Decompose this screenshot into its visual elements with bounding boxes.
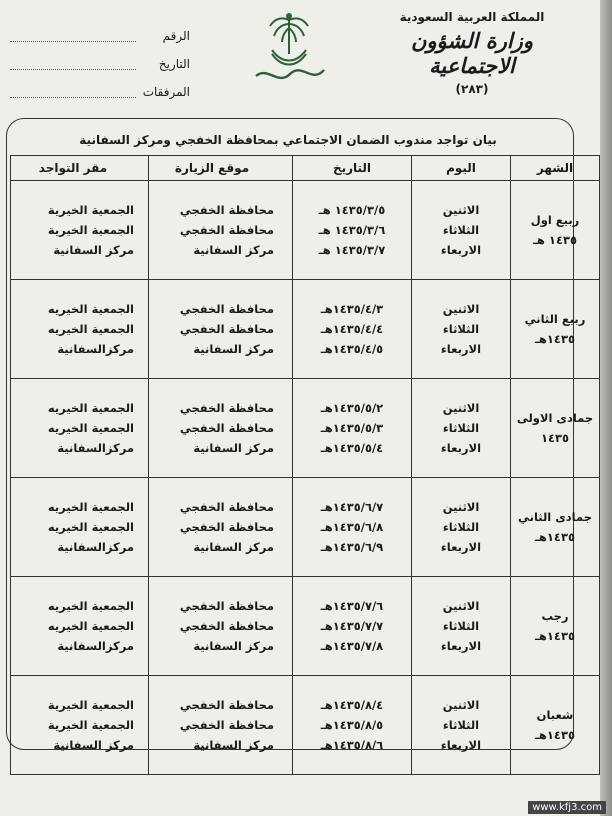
visit-location-cell-line: محافظة الخفجي (179, 322, 274, 336)
visit-location-cell-line: مركز السفانية (193, 243, 274, 257)
month-cell-line: ١٤٣٥هـ (535, 332, 575, 346)
month-cell-line: ربيع الثاني (524, 312, 586, 326)
table-row (11, 181, 600, 280)
ministry-name: وزارة الشؤون الاجتماعية (411, 28, 533, 78)
presence-location-cell-line: الجمعية الخيريه (47, 520, 134, 534)
day-cell-line: الاثنين (442, 302, 480, 316)
date-cell (293, 577, 412, 676)
presence-location-cell-line: الجمعية الخيريه (47, 401, 134, 415)
day-cell-line: الاثنين (442, 203, 480, 217)
date-cell-line: ١٤٣٥/٨/٤هـ (320, 698, 384, 712)
visit-location-cell-line: محافظة الخفجي (179, 223, 274, 237)
date-cell-line: ١٤٣٥/٤/٥هـ (320, 342, 384, 356)
page-edge (600, 0, 612, 816)
date-cell-line: ١٤٣٥/٣/٦ هـ (318, 223, 386, 237)
visit-location-cell-line: محافظة الخفجي (179, 599, 274, 613)
presence-location-cell-line: الجمعية الخيرية (47, 203, 134, 217)
presence-location-cell-line: الجمعية الخيريه (47, 599, 134, 613)
month-cell (511, 280, 600, 379)
day-cell-line: الاربعاء (440, 738, 482, 752)
visit-location-cell-line: محافظة الخفجي (179, 203, 274, 217)
visit-location-cell-line: مركز السفانية (193, 441, 274, 455)
day-cell-line: الاربعاء (440, 639, 482, 653)
day-cell-line: الاربعاء (440, 441, 482, 455)
visit-location-cell-line: محافظة الخفجي (179, 421, 274, 435)
schedule-title: بيان تواجد مندوب الضمان الاجتماعي بمحافظة الخفجي ومركز السفانية (79, 133, 497, 147)
visit-location-cell (149, 181, 293, 280)
column-month: الشهر (511, 156, 600, 181)
schedule-table (10, 155, 600, 775)
date-field[interactable]: التاريخ (10, 50, 190, 78)
month-cell (511, 478, 600, 577)
presence-location-cell (11, 577, 149, 676)
table-row (11, 379, 600, 478)
date-cell-line: ١٤٣٥/٧/٨هـ (320, 639, 384, 653)
presence-location-cell-line: الجمعية الخيرية (47, 223, 134, 237)
visit-location-cell (149, 280, 293, 379)
day-cell-line: الثلاثاء (442, 520, 480, 534)
visit-location-cell-line: مركز السفانية (193, 540, 274, 554)
day-cell-line: الثلاثاء (442, 718, 480, 732)
visit-location-cell-line: محافظة الخفجي (179, 718, 274, 732)
month-cell-line: رجب (541, 609, 569, 623)
date-cell-line: ١٤٣٥/٦/٧هـ (320, 500, 384, 514)
day-cell-line: الثلاثاء (442, 619, 480, 633)
presence-location-cell-line: الجمعية الخيرية (47, 718, 134, 732)
column-day: اليوم (412, 156, 511, 181)
date-cell-line: ١٤٣٥/٦/٨هـ (320, 520, 384, 534)
presence-location-cell-line: الجمعية الخيرية (47, 698, 134, 712)
date-cell-line: ١٤٣٥/٥/٣هـ (320, 421, 384, 435)
day-cell (412, 478, 511, 577)
visit-location-cell-line: محافظة الخفجي (179, 698, 274, 712)
visit-location-cell-line: مركز السفانية (193, 738, 274, 752)
table-row (11, 478, 600, 577)
presence-location-cell-line: الجمعية الخيريه (47, 322, 134, 336)
column-visit-location: موقع الزيارة (149, 156, 293, 181)
day-cell-line: الثلاثاء (442, 322, 480, 336)
presence-location-cell-line: مركزالسفانية (57, 540, 134, 554)
visit-location-cell-line: مركز السفانية (193, 639, 274, 653)
visit-location-cell-line: مركز السفانية (193, 342, 274, 356)
date-cell-line: ١٤٣٥/٥/٢هـ (320, 401, 384, 415)
kingdom-name: المملكة العربية السعودية (399, 10, 545, 24)
day-cell-line: الاثنين (442, 599, 480, 613)
table-row (11, 676, 600, 775)
column-date: التاريخ (293, 156, 412, 181)
month-cell-line: جمادى الثاني (518, 510, 592, 524)
day-cell-line: الثلاثاء (442, 421, 480, 435)
visit-location-cell (149, 577, 293, 676)
month-cell-line: ١٤٣٥ (540, 431, 570, 445)
table-row (11, 280, 600, 379)
reference-fields (10, 22, 190, 106)
presence-location-cell-line: الجمعية الخيريه (47, 619, 134, 633)
month-cell-line: جمادى الاولى (516, 411, 594, 425)
visit-location-cell-line: محافظة الخفجي (179, 500, 274, 514)
day-cell-line: الاثنين (442, 698, 480, 712)
day-cell-line: الاربعاء (440, 342, 482, 356)
day-cell (412, 379, 511, 478)
date-cell-line: ١٤٣٥/٣/٧ هـ (318, 243, 386, 257)
month-cell-line: ١٤٣٥هـ (535, 629, 575, 643)
date-cell (293, 478, 412, 577)
date-cell (293, 280, 412, 379)
day-cell-line: الاثنين (442, 401, 480, 415)
visit-location-cell-line: محافظة الخفجي (179, 520, 274, 534)
site-watermark: www.kfj3.com (528, 801, 606, 814)
day-cell-line: الاربعاء (440, 540, 482, 554)
date-cell (293, 676, 412, 775)
date-cell-line: ١٤٣٥/٦/٩هـ (320, 540, 384, 554)
month-cell-line: ١٤٣٥هـ (535, 530, 575, 544)
date-cell-line: ١٤٣٥/٨/٦هـ (320, 738, 384, 752)
day-cell (412, 676, 511, 775)
day-cell (412, 280, 511, 379)
ministry-letterhead (372, 10, 572, 96)
day-cell-line: الاثنين (442, 500, 480, 514)
date-cell (293, 181, 412, 280)
table-row (11, 577, 600, 676)
presence-location-cell (11, 478, 149, 577)
document-number: (٢٨٣) (455, 82, 489, 96)
presence-location-cell-line: الجمعية الخيريه (47, 421, 134, 435)
month-cell (511, 577, 600, 676)
date-cell-line: ١٤٣٥/٤/٣هـ (320, 302, 384, 316)
presence-location-cell (11, 280, 149, 379)
visit-location-cell-line: محافظة الخفجي (179, 619, 274, 633)
presence-location-cell-line: مركزالسفانية (57, 342, 134, 356)
month-cell (511, 379, 600, 478)
reference-number-field[interactable]: الرقم (10, 22, 190, 50)
date-cell-line: ١٤٣٥/٨/٥هـ (320, 718, 384, 732)
saudi-emblem-palm-swords-icon (248, 6, 330, 90)
date-cell-line: ١٤٣٥/٣/٥ هـ (318, 203, 386, 217)
month-cell-line: ١٤٣٥هـ (535, 728, 575, 742)
visit-location-cell-line: محافظة الخفجي (179, 302, 274, 316)
month-cell-line: شعبان (536, 708, 574, 722)
visit-location-cell (149, 379, 293, 478)
column-presence-location: مقر التواجد (11, 156, 149, 181)
attachments-field[interactable]: المرفقات (10, 78, 190, 106)
presence-location-cell (11, 181, 149, 280)
presence-location-cell-line: الجمعية الخيريه (47, 302, 134, 316)
day-cell-line: الاربعاء (440, 243, 482, 257)
day-cell (412, 181, 511, 280)
date-cell-line: ١٤٣٥/٤/٤هـ (320, 322, 384, 336)
visit-location-cell-line: محافظة الخفجي (179, 401, 274, 415)
date-cell-line: ١٤٣٥/٧/٧هـ (320, 619, 384, 633)
month-cell (511, 676, 600, 775)
month-cell (511, 181, 600, 280)
month-cell-line: ربيع اول (530, 213, 580, 227)
visit-location-cell (149, 676, 293, 775)
date-cell-line: ١٤٣٥/٧/٦هـ (320, 599, 384, 613)
day-cell (412, 577, 511, 676)
table-header-row (11, 156, 600, 181)
presence-location-cell-line: مركز السفانية (53, 738, 134, 752)
date-cell (293, 379, 412, 478)
presence-location-cell-line: مركز السفانية (53, 243, 134, 257)
visit-location-cell (149, 478, 293, 577)
presence-location-cell (11, 379, 149, 478)
presence-location-cell (11, 676, 149, 775)
date-cell-line: ١٤٣٥/٥/٤هـ (320, 441, 384, 455)
presence-location-cell-line: مركزالسفانية (57, 639, 134, 653)
day-cell-line: الثلاثاء (442, 223, 480, 237)
presence-location-cell-line: الجمعية الخيريه (47, 500, 134, 514)
presence-location-cell-line: مركزالسفانية (57, 441, 134, 455)
month-cell-line: ١٤٣٥ هـ (533, 233, 577, 247)
